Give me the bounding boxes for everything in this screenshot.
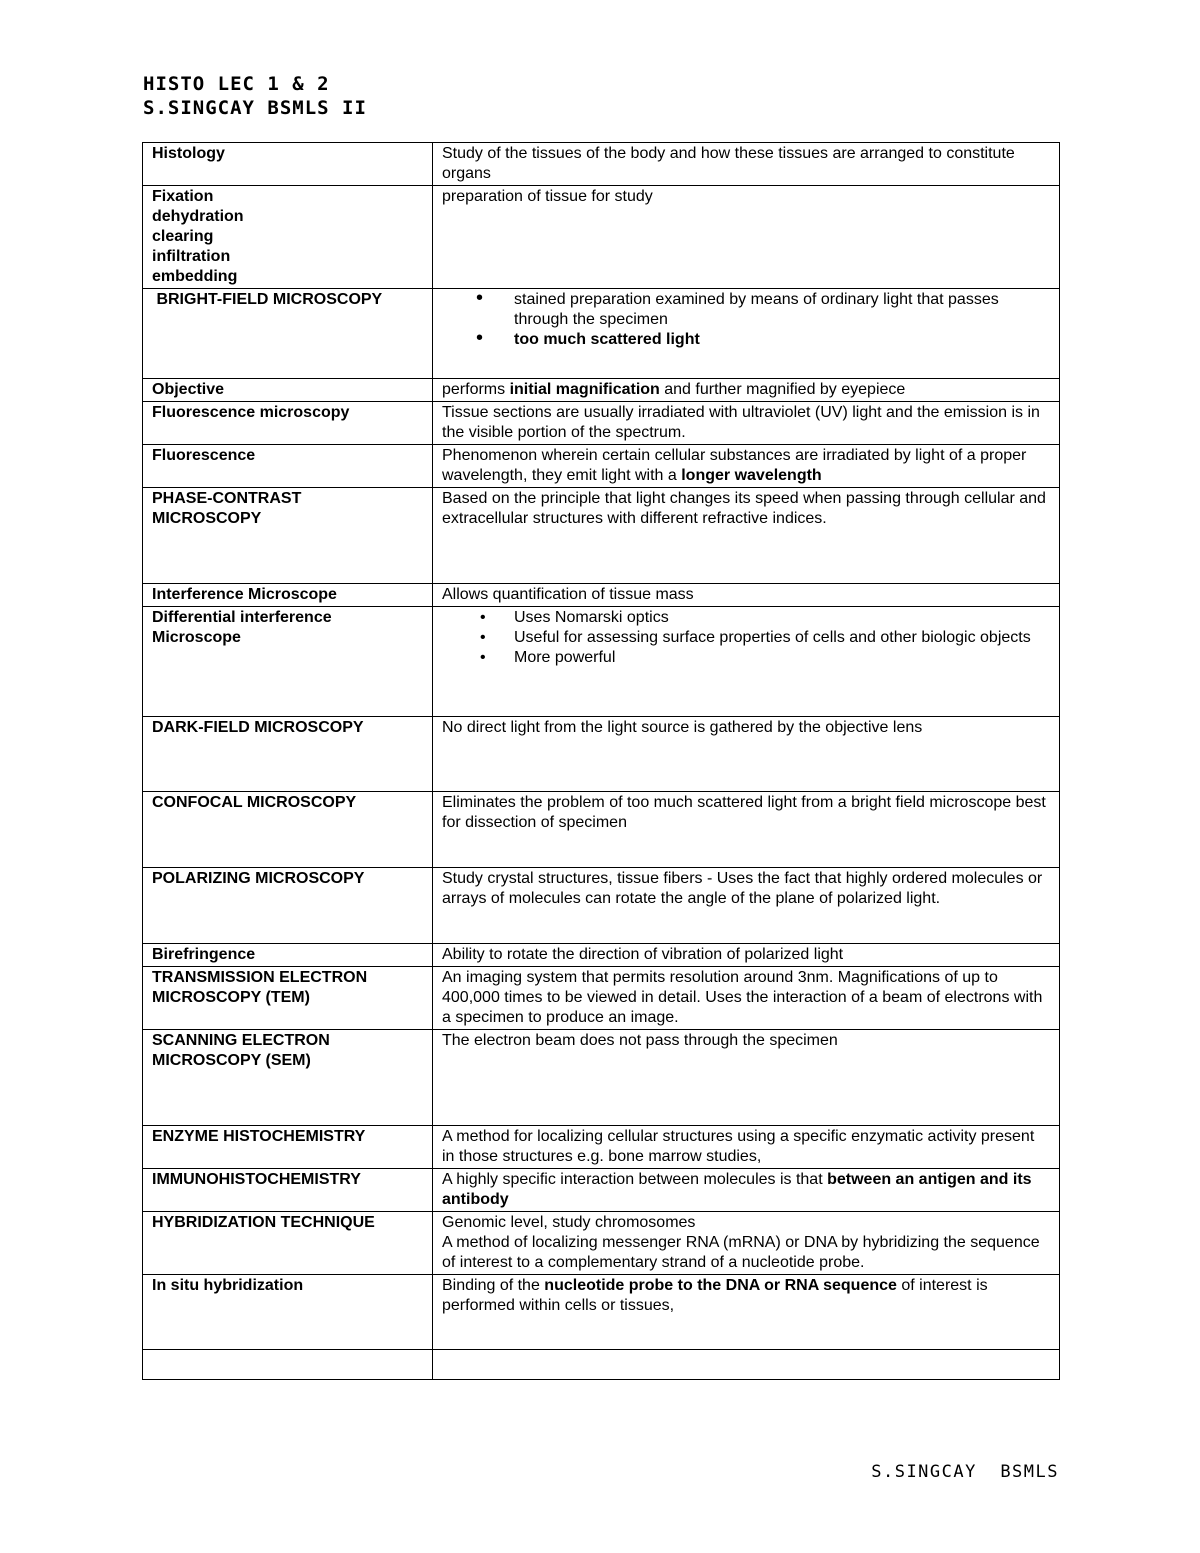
text-run: Study crystal structures, tissue fibers - Uses the fact that highly ordered molecules or arrays of molecules can rotate the angle of the plane of polarized light. [442,870,1043,907]
definition-cell [433,944,1060,967]
term-label: Interference Microscope [152,586,337,603]
table-row [143,143,1060,186]
table-row [143,792,1060,868]
text-run: Genomic level, study chromosomes [442,1214,696,1231]
list-item [442,648,1050,668]
term-cell [143,445,433,488]
text-run: A method of localizing messenger RNA (mRNA) or DNA by hybridizing the sequence of interest to a complementary strand of a nucleotide probe. [442,1234,1040,1271]
list-item [442,608,1050,628]
page-footer: S.SINGCAY BSMLS [871,1462,1059,1482]
term-cell [143,379,433,402]
header-author: S.SINGCAY BSMLS II [143,97,367,119]
definition-cell [433,1126,1060,1169]
table-row [143,445,1060,488]
bold-text: longer wavelength [681,467,822,484]
term-label: infiltration [152,248,231,265]
term-label: dehydration [152,208,244,225]
definition-cell [433,379,1060,402]
term-label: clearing [152,228,214,245]
term-label: POLARIZING MICROSCOPY [152,870,365,887]
table-row [143,1169,1060,1212]
term-label: ENZYME HISTOCHEMISTRY [152,1128,366,1145]
list-item [442,628,1050,648]
document-header [143,72,367,120]
bold-text: nucleotide probe to the DNA or RNA sequence [544,1277,897,1294]
table-row [143,717,1060,792]
term-cell [143,488,433,584]
table-row [143,289,1060,379]
bold-text: initial magnification [509,381,660,398]
table-row [143,1275,1060,1350]
term-label: Birefringence [152,946,256,963]
definition-paragraph [442,1213,1050,1233]
definition-cell [433,584,1060,607]
definition-cell [433,1275,1060,1350]
text-run: and further magnified by eyepiece [659,381,906,398]
table-row [143,1350,1060,1380]
text-run: A highly specific interaction between molecules is that [442,1171,828,1188]
table-row [143,607,1060,717]
term-cell [143,607,433,717]
table-row [143,488,1060,584]
term-label: embedding [152,268,238,285]
term-cell [143,289,433,379]
definition-cell [433,1350,1060,1380]
definition-bullet-list [442,287,1050,350]
term-cell [143,1030,433,1126]
list-item [442,287,1050,330]
term-label: SCANNING ELECTRON [152,1032,330,1049]
definition-bullet-list [442,608,1050,668]
definition-cell [433,488,1060,584]
term-label: Objective [152,381,225,398]
definition-cell [433,445,1060,488]
definition-cell [433,186,1060,289]
term-label: Fluorescence microscopy [152,404,350,421]
text-run: preparation of tissue for study [442,188,653,205]
table-row [143,868,1060,944]
table-row [143,1212,1060,1275]
table-row [143,186,1060,289]
term-label: IMMUNOHISTOCHEMISTRY [152,1171,361,1188]
term-cell [143,402,433,445]
definition-cell [433,1212,1060,1275]
term-cell [143,1126,433,1169]
definition-cell [433,143,1060,186]
text-run: Uses Nomarski optics [514,609,669,626]
header-title: HISTO LEC 1 & 2 [143,73,330,95]
definition-cell [433,967,1060,1030]
table-row [143,1030,1060,1126]
bullet-icon: • [480,629,486,646]
term-label: Fixation [152,188,214,205]
term-label: In situ hybridization [152,1277,304,1294]
term-cell [143,143,433,186]
term-cell [143,1350,433,1380]
definition-cell [433,289,1060,379]
definition-cell [433,1030,1060,1126]
term-cell [143,584,433,607]
notes-table-body [143,143,1060,1380]
term-label: HYBRIDIZATION TECHNIQUE [152,1214,375,1231]
text-run: Phenomenon wherein certain cellular substances are irradiated by light of a proper wavelength, they emit light with a [442,447,1027,484]
text-run: Useful for assessing surface properties of cells and other biologic objects [514,629,1031,646]
text-run: Eliminates the problem of too much scattered light from a bright field microscope best for dissection of specimen [442,794,1046,831]
definition-cell [433,792,1060,868]
bold-text: too much scattered light [514,331,700,348]
list-item [442,327,1050,350]
bullet-icon: • [476,287,484,309]
text-run: More powerful [514,649,616,666]
definition-cell [433,402,1060,445]
definition-cell [433,607,1060,717]
term-label: MICROSCOPY (TEM) [152,989,310,1006]
term-label: Microscope [152,629,241,646]
term-cell [143,944,433,967]
table-row [143,379,1060,402]
term-cell [143,186,433,289]
text-run: An imaging system that permits resolution around 3nm. Magnifications of up to 400,000 times to be viewed in detail. Uses the interaction of a beam of electrons with a specimen to produce an image. [442,969,1043,1026]
term-label: DARK-FIELD MICROSCOPY [152,719,364,736]
term-label: Histology [152,145,225,162]
text-run: Tissue sections are usually irradiated with ultraviolet (UV) light and the emission is in the visible portion of the spectrum. [442,404,1040,441]
definition-cell [433,868,1060,944]
term-label: Fluorescence [152,447,256,464]
definition-cell [433,717,1060,792]
bullet-icon: • [476,327,484,349]
term-cell [143,868,433,944]
term-cell [143,1212,433,1275]
text-run: No direct light from the light source is gathered by the objective lens [442,719,923,736]
table-row [143,584,1060,607]
term-label: CONFOCAL MICROSCOPY [152,794,357,811]
term-label: MICROSCOPY (SEM) [152,1052,311,1069]
notes-table [142,142,1060,1380]
table-row [143,944,1060,967]
term-label: BRIGHT-FIELD MICROSCOPY [152,291,383,308]
table-row [143,967,1060,1030]
term-cell [143,717,433,792]
text-run: Ability to rotate the direction of vibration of polarized light [442,946,844,963]
text-run: A method for localizing cellular structures using a specific enzymatic activity present in those structures e.g. bone marrow studies, [442,1128,1035,1165]
term-label: MICROSCOPY [152,510,262,527]
text-run: The electron beam does not pass through the specimen [442,1032,838,1049]
definition-cell [433,1169,1060,1212]
bold-text: between an antigen and its antibody [442,1171,1032,1208]
table-row [143,1126,1060,1169]
definition-paragraph [442,1233,1050,1273]
text-run: Study of the tissues of the body and how these tissues are arranged to constitute organs [442,145,1015,182]
term-cell [143,1169,433,1212]
text-run: Based on the principle that light changes its speed when passing through cellular and extracellular structures with different refractive indices. [442,490,1046,527]
term-cell [143,967,433,1030]
text-run: Allows quantification of tissue mass [442,586,694,603]
bullet-icon: • [480,649,486,666]
text-run: performs [442,381,510,398]
term-cell [143,792,433,868]
bullet-icon: • [480,609,486,626]
text-run: Binding of the [442,1277,545,1294]
term-cell [143,1275,433,1350]
term-label: TRANSMISSION ELECTRON [152,969,368,986]
term-label: Differential interference [152,609,332,626]
text-run: of interest is performed within cells or tissues, [442,1277,988,1314]
text-run: stained preparation examined by means of ordinary light that passes through the specimen [514,291,999,328]
table-row [143,402,1060,445]
term-label: PHASE-CONTRAST [152,490,302,507]
